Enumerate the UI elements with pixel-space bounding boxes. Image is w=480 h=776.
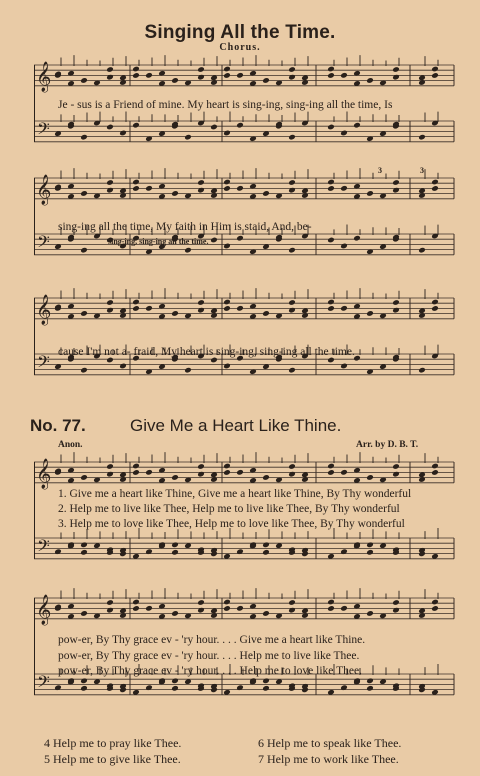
note-head: [392, 179, 400, 186]
note-head: [119, 312, 127, 319]
note-head: [223, 179, 231, 186]
note-head: [366, 610, 374, 617]
verse-1-line-1: 1. Give me a heart like Thine, Give me a heart like Thine, By Thy wonderful: [58, 488, 412, 500]
note-head: [288, 607, 296, 614]
note-head: [236, 235, 244, 242]
note-head: [171, 542, 179, 549]
note-head: [288, 74, 296, 81]
note-head: [327, 179, 335, 186]
note-head: [392, 471, 400, 478]
note-head: [223, 66, 231, 73]
note-head: [210, 476, 218, 483]
note-head: [80, 310, 88, 317]
extra-verse-5: 5 Help me to give like Thee.: [44, 752, 181, 766]
note-head: [210, 124, 218, 131]
staff: [34, 288, 454, 320]
triplet-mark-1: 3: [378, 166, 382, 175]
note-head: [171, 190, 179, 197]
note-head: [236, 185, 244, 192]
note-head: [223, 72, 231, 79]
note-head: [340, 469, 348, 476]
note-head: [366, 542, 374, 549]
note-head: [236, 305, 244, 312]
note-head: [262, 549, 270, 556]
note-head: [327, 463, 335, 470]
note-head: [288, 463, 296, 470]
note-head: [327, 599, 335, 606]
note-head: [392, 599, 400, 606]
note-head: [418, 247, 426, 254]
note-head: [197, 179, 205, 186]
note-head: [366, 310, 374, 317]
bass-clef-icon: 𝄢: [37, 535, 50, 560]
note-head: [145, 72, 153, 79]
note-head: [288, 66, 296, 73]
note-head: [288, 134, 296, 141]
note-head: [327, 237, 335, 244]
note-head: [184, 134, 192, 141]
note-head: [392, 66, 400, 73]
note-head: [223, 599, 231, 606]
note-head: [197, 74, 205, 81]
note-head: [132, 179, 140, 186]
note-head: [418, 192, 426, 199]
note-head: [223, 130, 231, 137]
note-head: [262, 685, 270, 692]
note-head: [119, 612, 127, 619]
note-head: [106, 307, 114, 314]
note-head: [288, 179, 296, 186]
bass-clef-icon: 𝄢: [37, 231, 50, 256]
note-head: [327, 72, 335, 79]
note-head: [301, 312, 309, 319]
lyric-line-1: Je - sus is a Friend of mine. My heart is sing-ing, sing-ing all the time, Is: [58, 99, 393, 111]
note-head: [132, 469, 140, 476]
note-head: [80, 549, 88, 556]
note-head: [171, 474, 179, 481]
note-head: [262, 77, 270, 84]
note-head: [418, 476, 426, 483]
note-head: [197, 463, 205, 470]
staff: [34, 55, 454, 87]
note-head: [223, 305, 231, 312]
note-head: [340, 243, 348, 250]
note-head: [392, 607, 400, 614]
arranger-credit: Arr. by D. B. T.: [356, 440, 419, 450]
note-head: [418, 134, 426, 141]
note-head: [132, 463, 140, 470]
triplet-mark-2: 3: [420, 166, 424, 175]
note-head: [132, 185, 140, 192]
note-head: [106, 607, 114, 614]
note-head: [301, 192, 309, 199]
note-head: [223, 605, 231, 612]
note-head: [288, 307, 296, 314]
lyric-line-2: sing-ing all the time, My faith in Him is staid, And, be-: [58, 221, 312, 233]
note-head: [301, 79, 309, 86]
note-head: [418, 79, 426, 86]
note-head: [340, 363, 348, 370]
note-head: [236, 72, 244, 79]
note-head: [353, 235, 361, 242]
note-head: [262, 610, 270, 617]
note-head: [262, 190, 270, 197]
note-head: [431, 605, 439, 612]
staff: [34, 112, 454, 142]
note-head: [106, 74, 114, 81]
note-head: [145, 469, 153, 476]
note-head: [366, 678, 374, 685]
note-head: [80, 134, 88, 141]
note-head: [119, 476, 127, 483]
note-head: [197, 471, 205, 478]
hymn-title: Give Me a Heart Like Thine.: [130, 416, 342, 435]
note-head: [80, 77, 88, 84]
note-head: [106, 187, 114, 194]
note-head: [366, 190, 374, 197]
note-head: [197, 607, 205, 614]
note-head: [145, 605, 153, 612]
note-head: [288, 187, 296, 194]
chorus-label: Chorus.: [219, 42, 261, 53]
note-head: [197, 307, 205, 314]
note-head: [288, 599, 296, 606]
note-head: [366, 77, 374, 84]
verse-3-line-1: 3. Help me to love like Thee, Help me to love like Thee, By Thy wonderful: [58, 518, 405, 530]
note-head: [223, 463, 231, 470]
note-head: [80, 610, 88, 617]
note-head: [418, 612, 426, 619]
note-head: [106, 299, 114, 306]
note-head: [431, 66, 439, 73]
note-head: [392, 463, 400, 470]
bass-clef-icon: 𝄢: [37, 671, 50, 696]
note-head: [171, 549, 179, 556]
hymn-number: No. 77.: [30, 416, 86, 435]
note-head: [223, 469, 231, 476]
note-head: [262, 310, 270, 317]
note-head: [80, 247, 88, 254]
note-head: [184, 247, 192, 254]
note-head: [106, 599, 114, 606]
note-head: [80, 367, 88, 374]
note-head: [80, 190, 88, 197]
staff: [34, 452, 454, 484]
staff: [34, 528, 454, 559]
note-head: [119, 192, 127, 199]
bass-clef-icon: 𝄢: [37, 118, 50, 143]
verse-1-line-2: pow-er, By Thy grace ev - 'ry hour. . . . Give me a heart like Thine.: [58, 634, 366, 646]
treble-clef-icon: 𝄞: [36, 594, 52, 625]
note-head: [431, 185, 439, 192]
note-head: [418, 312, 426, 319]
note-head: [392, 74, 400, 81]
staff: [34, 588, 454, 620]
note-head: [366, 549, 374, 556]
note-head: [236, 122, 244, 129]
note-head: [366, 474, 374, 481]
note-head: [392, 307, 400, 314]
note-head: [210, 612, 218, 619]
staff-system-3: [34, 288, 459, 396]
note-head: [301, 476, 309, 483]
note-head: [353, 122, 361, 129]
note-head: [132, 122, 140, 129]
note-head: [106, 179, 114, 186]
note-head: [197, 599, 205, 606]
note-head: [197, 299, 205, 306]
treble-clef-icon: 𝄞: [36, 458, 52, 489]
note-head: [431, 599, 439, 606]
note-head: [340, 185, 348, 192]
note-head: [288, 299, 296, 306]
note-head: [80, 542, 88, 549]
note-head: [262, 678, 270, 685]
note-head: [184, 367, 192, 374]
note-head: [340, 605, 348, 612]
treble-clef-icon: 𝄞: [36, 174, 52, 205]
note-head: [132, 66, 140, 73]
note-head: [431, 179, 439, 186]
note-head: [197, 187, 205, 194]
note-head: [197, 66, 205, 73]
treble-clef-icon: 𝄞: [36, 294, 52, 325]
note-head: [327, 299, 335, 306]
lyric-small-line: sing-ing, sing-ing all the time.: [108, 237, 209, 246]
note-head: [145, 305, 153, 312]
note-head: [171, 678, 179, 685]
note-head: [327, 66, 335, 73]
staff: [34, 168, 454, 200]
note-head: [431, 299, 439, 306]
note-head: [171, 610, 179, 617]
note-head: [301, 612, 309, 619]
note-head: [210, 237, 218, 244]
note-head: [119, 363, 127, 370]
verse-2-line-1: 2. Help me to live like Thee, Help me to live like Thee, By Thy wonderful: [58, 503, 400, 515]
note-head: [327, 605, 335, 612]
note-head: [340, 130, 348, 137]
note-head: [392, 299, 400, 306]
note-head: [132, 72, 140, 79]
note-head: [288, 247, 296, 254]
verse-2-line-2: pow-er, By Thy grace ev - 'ry hour. . . . Help me to live like Thee.: [58, 650, 360, 662]
note-head: [288, 367, 296, 374]
note-head: [80, 685, 88, 692]
note-head: [262, 474, 270, 481]
note-head: [236, 605, 244, 612]
note-head: [288, 471, 296, 478]
extra-verse-7: 7 Help me to work like Thee.: [258, 752, 399, 766]
author-credit: Anon.: [58, 440, 83, 450]
note-head: [210, 79, 218, 86]
note-head: [327, 185, 335, 192]
note-head: [106, 471, 114, 478]
note-head: [106, 124, 114, 131]
note-head: [171, 310, 179, 317]
extra-verse-4: 4 Help me to pray like Thee.: [44, 736, 182, 750]
note-head: [132, 305, 140, 312]
note-head: [340, 72, 348, 79]
note-head: [132, 605, 140, 612]
note-head: [431, 305, 439, 312]
lyric-line-3: cause I'm not a- fraid, My heart is sing-ing, sing-ing all the time.: [58, 346, 355, 358]
verse-3-line-2: pow-er, By Thy grace ev - 'ry hour. . . . Help me to love like Thee.: [58, 665, 362, 677]
extra-verse-6: 6 Help me to speak like Thee.: [258, 736, 402, 750]
note-head: [106, 66, 114, 73]
bass-clef-icon: 𝄢: [37, 351, 50, 376]
note-head: [418, 367, 426, 374]
note-head: [340, 305, 348, 312]
note-head: [327, 305, 335, 312]
note-head: [431, 72, 439, 79]
note-head: [80, 474, 88, 481]
note-head: [431, 463, 439, 470]
note-head: [119, 79, 127, 86]
note-head: [262, 542, 270, 549]
note-head: [119, 130, 127, 137]
note-head: [132, 599, 140, 606]
note-head: [210, 312, 218, 319]
note-head: [145, 185, 153, 192]
note-head: [132, 299, 140, 306]
song-title: Singing All the Time.: [144, 22, 336, 43]
note-head: [327, 469, 335, 476]
note-head: [210, 192, 218, 199]
note-head: [431, 469, 439, 476]
note-head: [236, 469, 244, 476]
note-head: [392, 187, 400, 194]
note-head: [327, 124, 335, 131]
treble-clef-icon: 𝄞: [36, 61, 52, 92]
note-head: [80, 678, 88, 685]
note-head: [171, 77, 179, 84]
note-head: [223, 243, 231, 250]
note-head: [223, 299, 231, 306]
note-head: [171, 685, 179, 692]
note-head: [223, 363, 231, 370]
note-head: [223, 185, 231, 192]
note-head: [366, 685, 374, 692]
note-head: [106, 463, 114, 470]
